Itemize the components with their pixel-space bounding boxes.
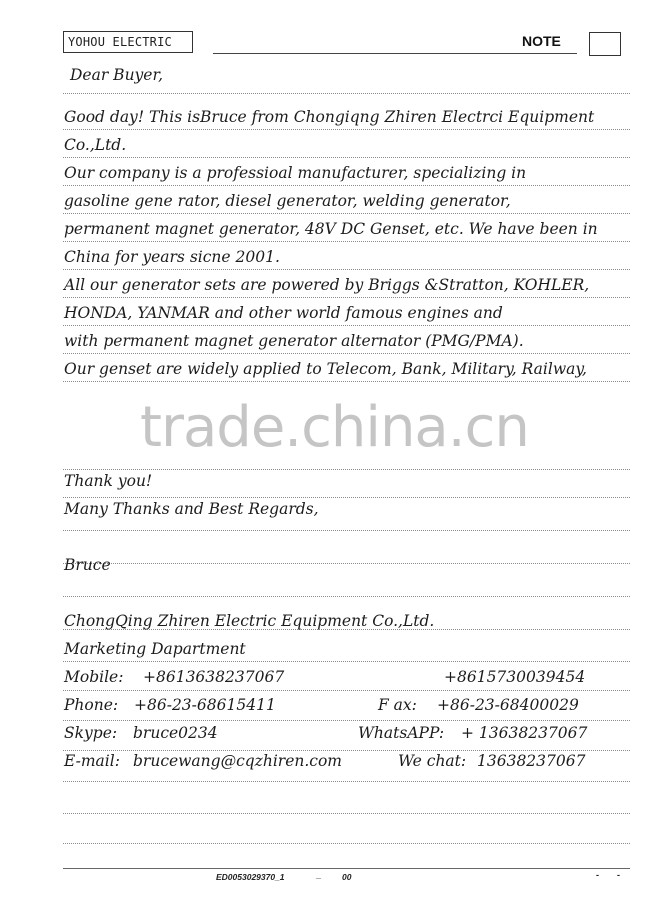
header-rule <box>213 53 577 54</box>
wechat-value: 13638237067 <box>477 752 586 770</box>
ruled-line <box>63 596 630 597</box>
whatsapp-value: + 13638237067 <box>461 724 588 742</box>
mobile-1: +8613638237067 <box>143 668 285 686</box>
brand-label: YOHOU ELECTRIC <box>63 31 193 53</box>
ruled-line <box>63 813 630 814</box>
ruled-line <box>63 213 630 214</box>
skype-label: Skype: <box>64 724 118 742</box>
watermark: trade.china.cn <box>140 395 529 460</box>
wechat-label: We chat: <box>398 752 467 770</box>
skype-value: bruce0234 <box>133 724 218 742</box>
footer-code: ED0053029370_1 <box>216 872 285 882</box>
whatsapp-label: WhatsAPP: <box>358 724 445 742</box>
ruled-line <box>63 530 630 531</box>
letter-line: gasoline gene rator, diesel generator, welding generator, <box>64 192 511 210</box>
ruled-line <box>63 469 630 470</box>
ruled-line <box>63 843 630 844</box>
phone-label: Phone: <box>64 696 119 714</box>
email-label: E-mail: <box>64 752 120 770</box>
department: Marketing Dapartment <box>64 640 246 658</box>
ruled-line <box>63 563 630 564</box>
letter-line: China for years sicne 2001. <box>64 248 280 266</box>
ruled-line <box>63 720 630 721</box>
mobile-label: Mobile: <box>64 668 124 686</box>
ruled-line <box>63 129 630 130</box>
letter-line: All our generator sets are powered by Briggs &Stratton, KOHLER, <box>64 276 590 294</box>
ruled-line <box>63 185 630 186</box>
letter-line: Our company is a professioal manufacturer, specializing in <box>64 164 527 182</box>
email-value: brucewang@cqzhiren.com <box>133 752 342 770</box>
phone-value: +86-23-68615411 <box>134 696 276 714</box>
footer-num: 00 <box>342 872 352 882</box>
ruled-line <box>63 353 630 354</box>
letter-line: Our genset are widely applied to Telecom, Bank, Military, Railway, <box>64 360 587 378</box>
mobile-2: +8615730039454 <box>444 668 586 686</box>
note-label: NOTE <box>522 33 561 49</box>
ruled-line <box>63 750 630 751</box>
ruled-line <box>63 497 630 498</box>
signature: Bruce <box>64 556 111 574</box>
ruled-line <box>63 325 630 326</box>
ruled-line <box>63 690 630 691</box>
footer-dash: - <box>596 870 599 880</box>
footer-dash: - <box>617 870 620 880</box>
thanks-line: Thank you! <box>64 472 153 490</box>
ruled-line <box>63 297 630 298</box>
ruled-line <box>63 781 630 782</box>
footer-rule <box>63 868 630 869</box>
letter-line: HONDA, YANMAR and other world famous engines and <box>64 304 503 322</box>
regards-line: Many Thanks and Best Regards, <box>64 500 319 518</box>
ruled-line <box>63 269 630 270</box>
ruled-line <box>63 157 630 158</box>
letter-line: with permanent magnet generator alternator (PMG/PMA). <box>64 332 524 350</box>
fax-value: +86-23-68400029 <box>437 696 579 714</box>
note-checkbox <box>589 32 621 56</box>
letter-line: permanent magnet generator, 48V DC Genset, etc. We have been in <box>64 220 598 238</box>
company-name: ChongQing Zhiren Electric Equipment Co.,Ltd. <box>64 612 435 630</box>
letter-line: Co.,Ltd. <box>64 136 127 154</box>
ruled-line <box>63 661 630 662</box>
letter-line: Good day! This isBruce from Chongiqng Zhiren Electrci Equipment <box>64 108 595 126</box>
ruled-line <box>63 381 630 382</box>
footer-mid: _ <box>316 870 322 880</box>
greeting: Dear Buyer, <box>70 66 164 84</box>
fax-label: F ax: <box>378 696 417 714</box>
ruled-line <box>63 241 630 242</box>
ruled-line <box>63 93 630 94</box>
